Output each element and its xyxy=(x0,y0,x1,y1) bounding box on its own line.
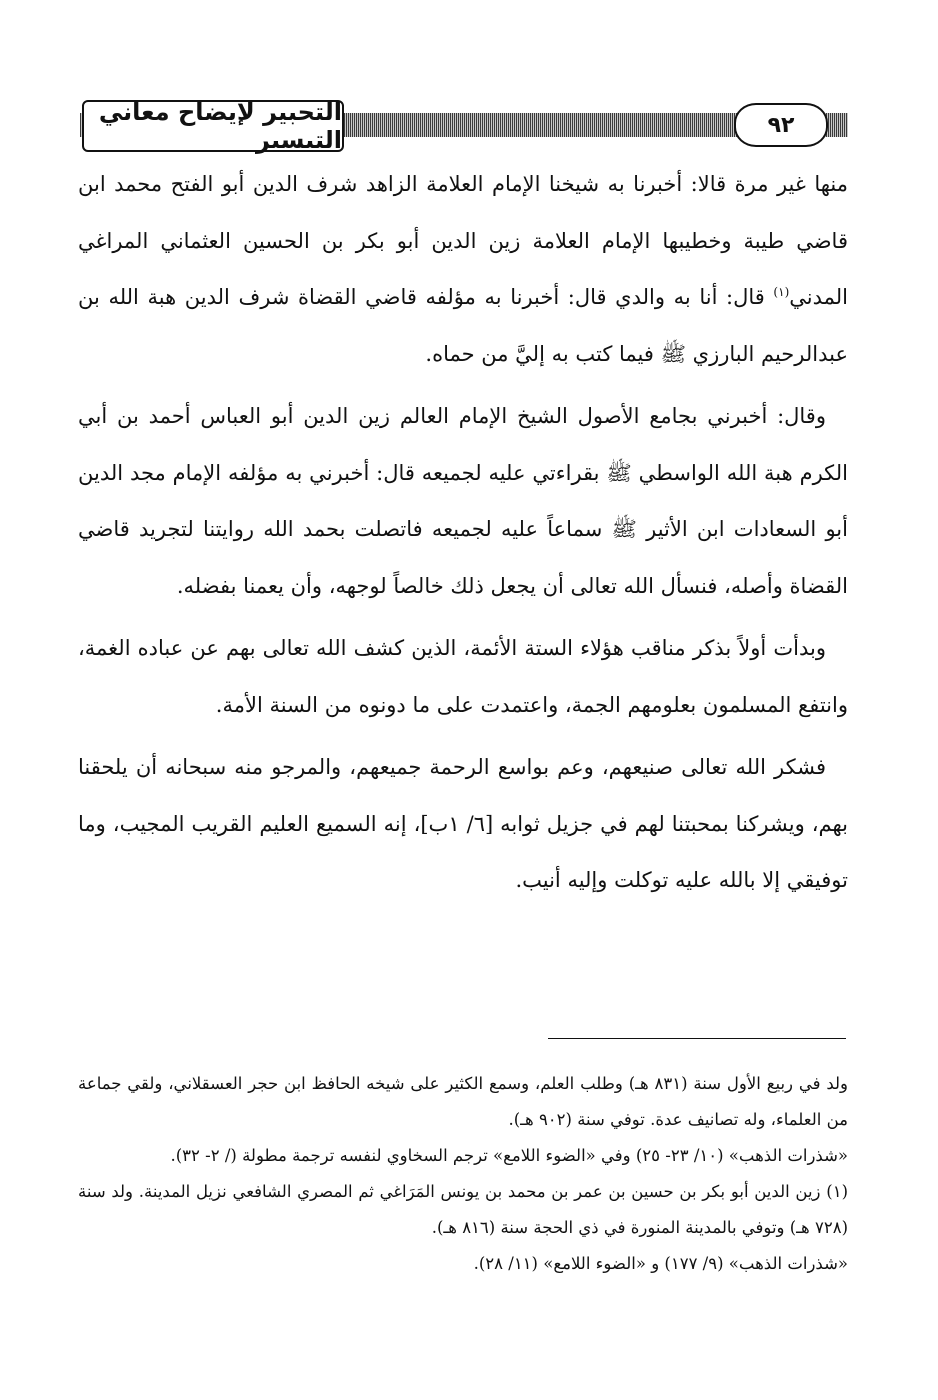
footnotes xyxy=(78,1066,848,1282)
footnote-separator xyxy=(548,1038,846,1039)
paragraph-3: وبدأت أولاً بذكر مناقب هؤلاء الستة الأئمة، الذين كشف الله تعالى بهم عن عباده الغمة، وانتفع المسلمون بعلومهم الجمة، واعتمدت على ما دونوه من السنة الأمة. xyxy=(78,636,848,717)
footnote-marker: (١) xyxy=(773,285,790,299)
footnote-line: «شذرات الذهب» (١٠/ ٢٣- ٢٥) وفي «الضوء اللامع» ترجم السخاوي لنفسه ترجمة مطولة (/ ٢- ٣٢). xyxy=(170,1146,848,1165)
running-title xyxy=(82,100,344,152)
page-number: ٩٢ xyxy=(767,112,795,138)
main-text xyxy=(78,156,848,915)
paragraph-2: وقال: أخبرني بجامع الأصول الشيخ الإمام العالم زين الدين أبو العباس أحمد بن أبي الكرم هبة الله الواسطي ﷺ بقراءتي عليه لجميعه قال: أخبرني به مؤلفه الإمام مجد الدين أبو السعادات ابن الأثير ﷺ سماعاً عليه لجميعه فاتصلت بحمد الله روايتنا لتجريد قاضي القضاة وأصله، فنسأل الله تعالى أن يجعل ذلك خالصاً لوجهه، وأن يعمنا بفضله. xyxy=(78,404,848,598)
paragraph-4: فشكر الله تعالى صنيعهم، وعم بواسع الرحمة جميعهم، والمرجو منه سبحانه أن يلحقنا بهم، ويشركنا بمحبتنا لهم في جزيل ثوابه [٦/ ١ب]، إنه السميع العليم القريب المجيب، وما توفيقي إلا بالله عليه توكلت وإليه أنيب. xyxy=(78,755,848,892)
paragraph-1 xyxy=(78,156,848,382)
paragraph-1-text: منها غير مرة قالا: أخبرنا به شيخنا الإمام العلامة الزاهد شرف الدين أبو الفتح محمد ابن قاضي طيبة وخطيبها الإمام العلامة زين الدين أبو بكر بن الحسين العثماني المراغي المدني xyxy=(78,172,848,309)
footnote-line: ولد في ربيع الأول سنة (٨٣١ هـ) وطلب العلم، وسمع الكثير على شيخه الحافظ ابن حجر العسقلاني، ولقي جماعة من العلماء، وله تصانيف عدة. توفي سنة (٩٠٢ هـ). xyxy=(78,1074,848,1129)
footnote-line: (١) زين الدين أبو بكر بن حسين بن عمر بن محمد بن يونس المَرَاغي ثم المصري الشافعي نزيل المدينة. ولد سنة (٧٢٨ هـ) وتوفي بالمدينة المنورة في ذي الحجة سنة (٨١٦ هـ). xyxy=(78,1182,848,1237)
page-number-badge xyxy=(734,103,828,147)
footnote-line: «شذرات الذهب» (٩/ ١٧٧) و «الضوء اللامع» (١١/ ٢٨). xyxy=(473,1254,848,1273)
running-title-text: التحبير لإيضاح معاني التيسير xyxy=(98,98,342,154)
paragraph-1-continuation: قال: أنا به والدي قال: أخبرنا به مؤلفه قاضي القضاة شرف الدين هبة الله بن عبدالرحيم البارزي ﷺ فيما كتب به إليَّ من حماه. xyxy=(78,285,848,366)
